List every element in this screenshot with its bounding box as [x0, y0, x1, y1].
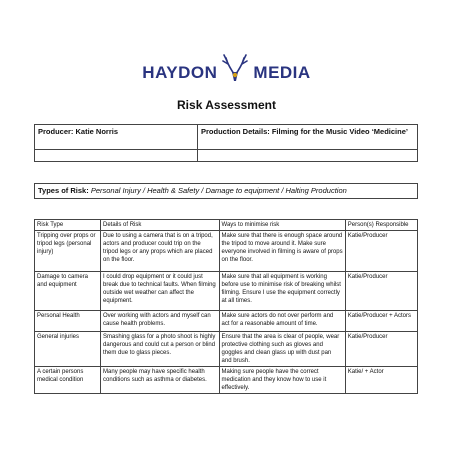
risk-type-cell: A certain persons medical condition [35, 367, 101, 394]
producer-blank-cell [35, 150, 198, 162]
risk-type-cell: Tripping over props or tripod legs (personal injury) [35, 231, 101, 272]
details-cell: Many people may have specific health conditions such as asthma or diabetes. [101, 367, 220, 394]
table-row [35, 311, 418, 332]
details-cell: Due to using a camera that is on a tripod, actors and producer could trip on the tripod legs or any props which are placed on the floor. [101, 231, 220, 272]
person-cell: Katie/ + Actor [345, 367, 417, 394]
person-cell: Katie/Producer [345, 272, 417, 311]
production-blank-cell [198, 150, 418, 162]
types-of-risk-cell [35, 184, 418, 199]
minimise-cell: Ensure that the area is clear of people, wear protective clothing such as gloves and goggles and clean glass up with dust pan and brush. [219, 332, 345, 367]
column-header: Person(s) Responsible [345, 220, 417, 231]
minimise-cell: Make sure that there is enough space around the tripod to move around it. Make sure everyone involved in filming is aware of props on the floor. [219, 231, 345, 272]
risk-table [34, 219, 418, 394]
risk-type-cell: Damage to camera and equipment [35, 272, 101, 311]
producer-table [34, 124, 418, 162]
risk-table-header [35, 220, 418, 231]
brand-right: MEDIA [253, 63, 311, 82]
types-of-risk-label: Types of Risk: [38, 186, 89, 195]
producer-cell: Producer: Katie Norris [35, 125, 198, 150]
table-row [35, 272, 418, 311]
column-header: Details of Risk [101, 220, 220, 231]
details-cell: Over working with actors and myself can cause health problems. [101, 311, 220, 332]
deer-antler-icon [221, 52, 249, 82]
person-cell: Katie/Producer [345, 332, 417, 367]
logo-header [0, 52, 453, 83]
haydon-media-logo [142, 52, 310, 82]
minimise-cell: Making sure people have the correct medication and they know how to use it effectively. [219, 367, 345, 394]
person-cell: Katie/Producer [345, 231, 417, 272]
table-row [35, 231, 418, 272]
details-cell: I could drop equipment or it could just break due to technical faults. When filming outside wet weather can affect the equipment. [101, 272, 220, 311]
table-row [35, 332, 418, 367]
column-header: Risk Type [35, 220, 101, 231]
table-row [35, 367, 418, 394]
types-of-risk-value: Personal Injury / Health & Safety / Damage to equipment / Halting Production [90, 186, 347, 195]
minimise-cell: Make sure actors do not over perform and act for a reasonable amount of time. [219, 311, 345, 332]
page-title: Risk Assessment [177, 98, 276, 112]
risk-type-cell: General injuries [35, 332, 101, 367]
types-of-risk-table [34, 183, 418, 199]
details-cell: Smashing glass for a photo shoot is highly dangerous and could cut a person or blind them due to glass pieces. [101, 332, 220, 367]
column-header: Ways to minimise risk [219, 220, 345, 231]
production-details-cell: Production Details: Filming for the Music Video ‘Medicine’ [198, 125, 418, 150]
risk-type-cell: Personal Health [35, 311, 101, 332]
person-cell: Katie/Producer + Actors [345, 311, 417, 332]
brand-left: HAYDON [142, 63, 218, 82]
minimise-cell: Make sure that all equipment is working before use to minimise risk of breaking whilst filming. Ensure I use the equipment correctly at all times. [219, 272, 345, 311]
